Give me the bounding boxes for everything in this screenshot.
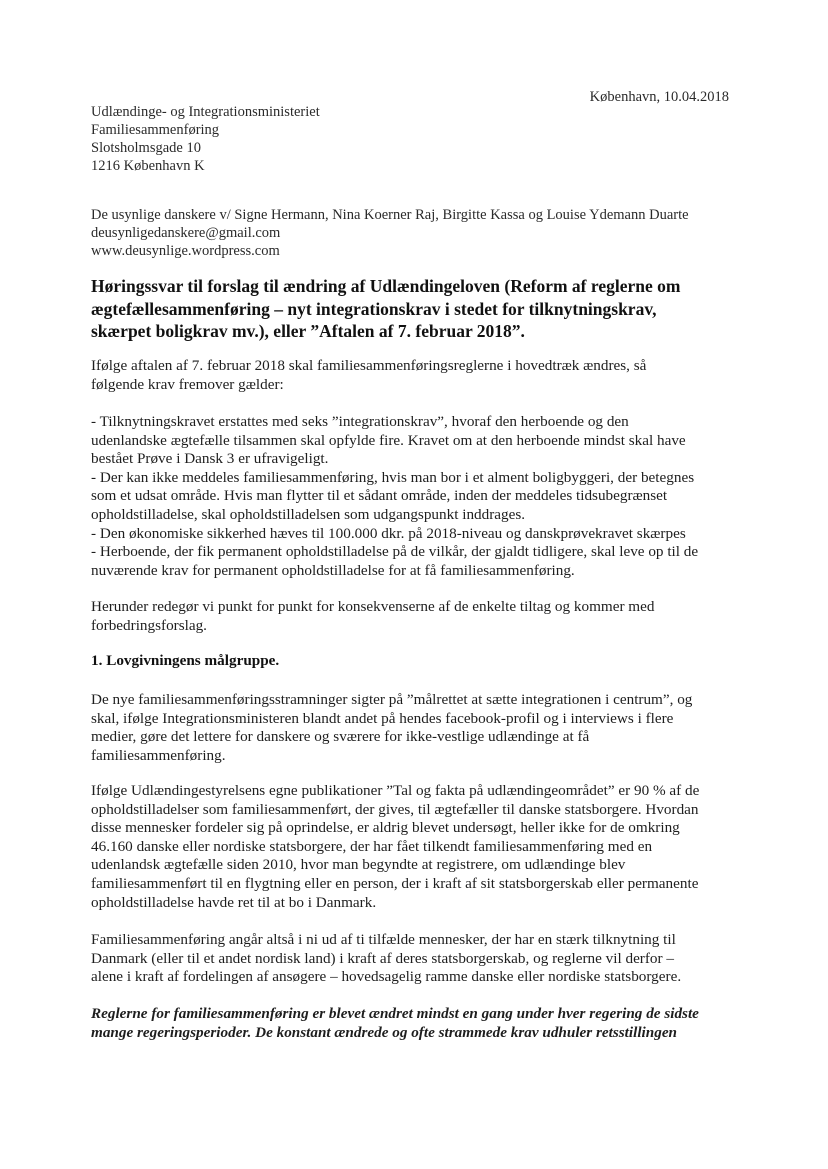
text-line: bestået Prøve i Dansk 3 er ufravigeligt. bbox=[91, 450, 329, 468]
text-line: udenlandske ægtefælle tilsammen skal opfylde fire. Kravet om at den herboende mindst skal have bbox=[91, 431, 686, 449]
section1-paragraph-2 bbox=[91, 782, 746, 912]
intro-paragraph bbox=[91, 357, 746, 394]
letter-date: København, 10.04.2018 bbox=[589, 89, 729, 105]
sender-name: De usynlige danskere v/ Signe Hermann, Nina Koerner Raj, Birgitte Kassa og Louise Ydemann Duarte bbox=[91, 207, 689, 223]
section1-emphasis-paragraph bbox=[91, 1005, 746, 1042]
text-line: udenlandsk ægtefælle siden 2010, hvor man begyndte at registrere, om udlændinge blev bbox=[91, 856, 626, 874]
text-line: opholdstilladelser som familiesammenført, der gives, til ægtefæller til danske statsborgere. Hvordan bbox=[91, 800, 699, 818]
section1-paragraph-1 bbox=[91, 691, 746, 765]
recipient-address bbox=[91, 103, 320, 175]
title-line: Høringssvar til forslag til ændring af Udlændingeloven (Reform af reglerne om bbox=[91, 276, 681, 296]
text-line: - Den økonomiske sikkerhed hæves til 100.000 dkr. på 2018-niveau og danskprøvekravet skærpes bbox=[91, 524, 686, 542]
text-line: som et udsat område. Hvis man flytter til et sådant område, inden der meddeles tidsubegrænset bbox=[91, 487, 668, 505]
recipient-line: Familiesammenføring bbox=[91, 122, 220, 138]
text-line: - Herboende, der fik permanent opholdstilladelse på de vilkår, der gjaldt tidligere, skal leve op til de bbox=[91, 543, 699, 561]
text-line: følgende krav fremover gælder: bbox=[91, 375, 284, 393]
text-line: De nye familiesammenføringsstramninger sigter på ”målrettet at sætte integrationen i centrum”, og bbox=[91, 691, 693, 708]
text-line: mange regeringsperioder. De konstant ændrede og ofte strammede krav udhuler retsstillingen bbox=[91, 1023, 678, 1041]
text-line: opholdstilladelse, skal opholdstilladelsen som udgangspunkt inddrages. bbox=[91, 505, 526, 523]
sender-block bbox=[91, 206, 689, 260]
text-line: familiesammenføring. bbox=[91, 746, 226, 764]
section-heading: 1. Lovgivningens målgruppe. bbox=[91, 652, 280, 669]
text-line: opholdstilladelse havde ret til at bo i Danmark. bbox=[91, 893, 377, 911]
document-title bbox=[91, 275, 741, 343]
text-line: Herunder redegør vi punkt for punkt for konsekvenserne af de enkelte tiltag og kommer med bbox=[91, 598, 655, 615]
text-line: Danmark (eller til et andet nordisk land) i kraft af deres statsborgerskab, og reglerne vil derfor – bbox=[91, 949, 674, 967]
text-line: Ifølge Udlændingestyrelsens egne publikationer ”Tal og fakta på udlændingeområdet” er 90 % af de bbox=[91, 782, 700, 799]
section1-paragraph-3 bbox=[91, 931, 746, 987]
sender-email: deusynligedanskere@gmail.com bbox=[91, 225, 281, 241]
title-line: skærpet boligkrav mv.), eller ”Aftalen af 7. februar 2018”. bbox=[91, 321, 525, 341]
sender-website: www.deusynlige.wordpress.com bbox=[91, 243, 280, 259]
text-line: - Tilknytningskravet erstattes med seks ”integrationskrav”, hvoraf den herboende og den bbox=[91, 413, 629, 430]
text-line: familiesammenført til en flygtning eller en person, der i kraft af sit statsborgerskab eller permanente bbox=[91, 874, 699, 892]
title-line: ægtefællesammenføring – nyt integrationskrav i stedet for tilknytningskrav, bbox=[91, 298, 657, 319]
recipient-line: Slotsholmsgade 10 bbox=[91, 140, 201, 156]
text-line: Reglerne for familiesammenføring er blevet ændret mindst en gang under hver regering de sidste bbox=[91, 1005, 699, 1022]
recipient-line: Udlændinge- og Integrationsministeriet bbox=[91, 104, 320, 120]
text-line: forbedringsforslag. bbox=[91, 616, 207, 634]
requirements-list bbox=[91, 413, 746, 580]
text-line: disse mennesker fordeler sig på oprindelse, er aldrig blevet undersøgt, heller ikke for de omkring bbox=[91, 819, 680, 837]
text-line: nuværende krav for permanent opholdstilladelse for at få familiesammenføring. bbox=[91, 561, 575, 579]
text-line: skal, ifølge Integrationsministeren blandt andet på hendes facebook-profil og i interviews i flere bbox=[91, 709, 674, 727]
text-line: alene i kraft af fordelingen af ansøgere – hovedsagelig ramme danske eller nordiske statsborgere. bbox=[91, 968, 682, 986]
recipient-line: 1216 København K bbox=[91, 158, 205, 174]
text-line: 46.160 danske eller nordiske statsborgere, der har fået tilkendt familiesammenføring med en bbox=[91, 837, 653, 855]
text-line: Ifølge aftalen af 7. februar 2018 skal familiesammenføringsreglerne i hovedtræk ændres, så bbox=[91, 357, 647, 374]
text-line: Familiesammenføring angår altså i ni ud af ti tilfælde mennesker, der har en stærk tilknytning til bbox=[91, 931, 676, 948]
overview-paragraph bbox=[91, 598, 746, 635]
text-line: - Der kan ikke meddeles familiesammenføring, hvis man bor i et alment boligbyggeri, der betegnes bbox=[91, 468, 695, 486]
text-line: medier, gøre det lettere for danskere og sværere for ikke-vestlige udlændinge at få bbox=[91, 728, 590, 746]
